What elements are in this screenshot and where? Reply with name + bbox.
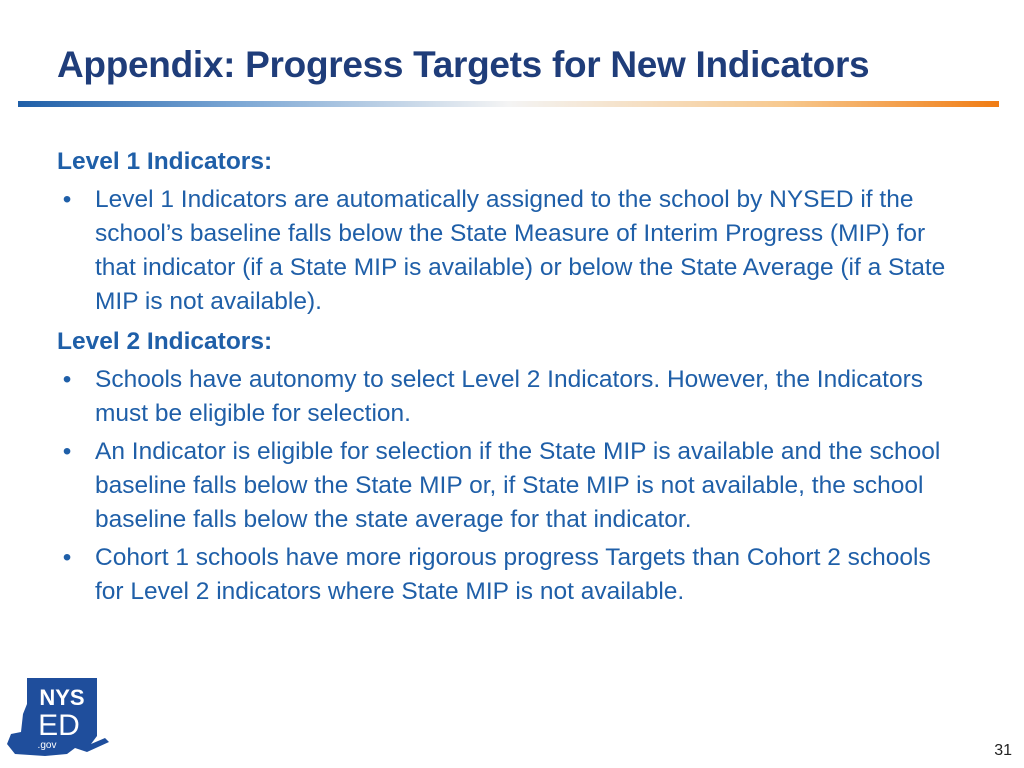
bullet-text: Schools have autonomy to select Level 2 Indicators. However, the Indicators must be eligible for selection. xyxy=(95,366,924,427)
title-divider xyxy=(18,101,999,107)
slide-content xyxy=(57,143,957,613)
page-number: 31 xyxy=(994,742,1012,759)
logo-text-line1: NYS xyxy=(39,685,85,710)
bullet-text: An Indicator is eligible for selection if the State MIP is available and the school baseline falls below the State MIP or, if State MIP is not available, the school baseline falls below the state average for that indicator. xyxy=(95,438,941,533)
nysed-logo-icon xyxy=(5,674,113,758)
level-2-bullet-list xyxy=(57,363,957,609)
bullet-text: Cohort 1 schools have more rigorous progress Targets than Cohort 2 schools for Level 2 indicators where State MIP is not available. xyxy=(95,544,931,605)
bullet-icon: • xyxy=(62,366,72,393)
bullet-icon: • xyxy=(62,544,72,571)
bullet-item xyxy=(57,435,957,537)
bullet-icon: • xyxy=(62,438,72,465)
bullet-item xyxy=(57,541,957,609)
bullet-icon: • xyxy=(62,186,72,213)
section-heading-level-1: Level 1 Indicators: xyxy=(57,148,273,175)
section-heading-level-2: Level 2 Indicators: xyxy=(57,328,273,355)
slide-title: Appendix: Progress Targets for New Indicators xyxy=(57,44,870,85)
level-1-bullet-list xyxy=(57,183,957,319)
logo-text-line3: .gov xyxy=(37,740,57,751)
bullet-text: Level 1 Indicators are automatically assigned to the school by NYSED if the school’s baseline falls below the State Measure of Interim Progress (MIP) for that indicator (if a State MIP is available) or below the State Average (if a State MIP is not available). xyxy=(95,186,946,315)
bullet-item xyxy=(57,183,957,319)
logo-text-line2: ED xyxy=(38,709,80,742)
bullet-item xyxy=(57,363,957,431)
